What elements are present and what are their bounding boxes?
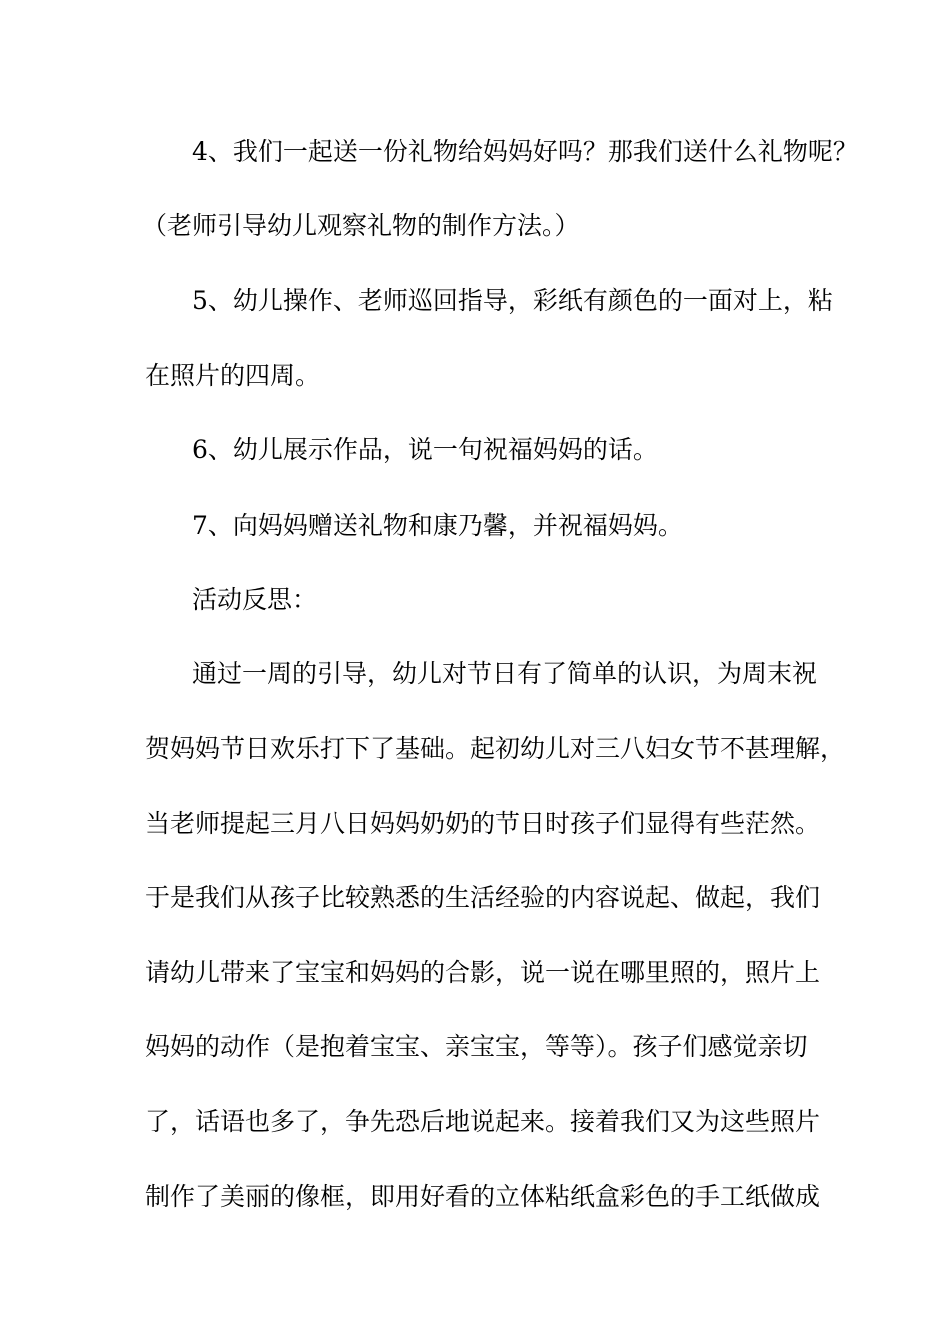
reflection-line-3: 当老师提起三月八日妈妈奶奶的节日时孩子们显得有些茫然。 bbox=[145, 809, 821, 838]
reflection-line-6: 妈妈的动作（是抱着宝宝、亲宝宝，等等）。孩子们感觉亲切 bbox=[145, 1032, 808, 1061]
reflection-line-2: 贺妈妈节日欢乐打下了基础。起初幼儿对三八妇女节不甚理解， bbox=[145, 734, 846, 763]
step-6-line: 6、幼儿展示作品，说一句祝福妈妈的话。 bbox=[192, 435, 658, 464]
reflection-line-5: 请幼儿带来了宝宝和妈妈的合影，说一说在哪里照的，照片上 bbox=[145, 958, 821, 987]
step-7-line: 7、向妈妈赠送礼物和康乃馨，并祝福妈妈。 bbox=[192, 511, 683, 540]
reflection-line-1: 通过一周的引导，幼儿对节日有了简单的认识，为周末祝 bbox=[192, 659, 818, 688]
step-4-line-1: 4、我们一起送一份礼物给妈妈好吗？那我们送什么礼物呢？ bbox=[192, 137, 858, 166]
reflection-line-4: 于是我们从孩子比较熟悉的生活经验的内容说起、做起，我们 bbox=[145, 883, 821, 912]
step-5-line-1: 5、幼儿操作、老师巡回指导，彩纸有颜色的一面对上，粘 bbox=[192, 286, 833, 315]
reflection-line-8: 制作了美丽的像框，即用好看的立体粘纸盒彩色的手工纸做成 bbox=[145, 1182, 821, 1211]
reflection-line-7: 了，话语也多了，争先恐后地说起来。接着我们又为这些照片 bbox=[145, 1107, 821, 1136]
reflection-heading: 活动反思： bbox=[192, 585, 318, 614]
step-4-line-2: （老师引导幼儿观察礼物的制作方法。） bbox=[142, 211, 580, 240]
step-5-line-2: 在照片的四周。 bbox=[145, 361, 321, 390]
